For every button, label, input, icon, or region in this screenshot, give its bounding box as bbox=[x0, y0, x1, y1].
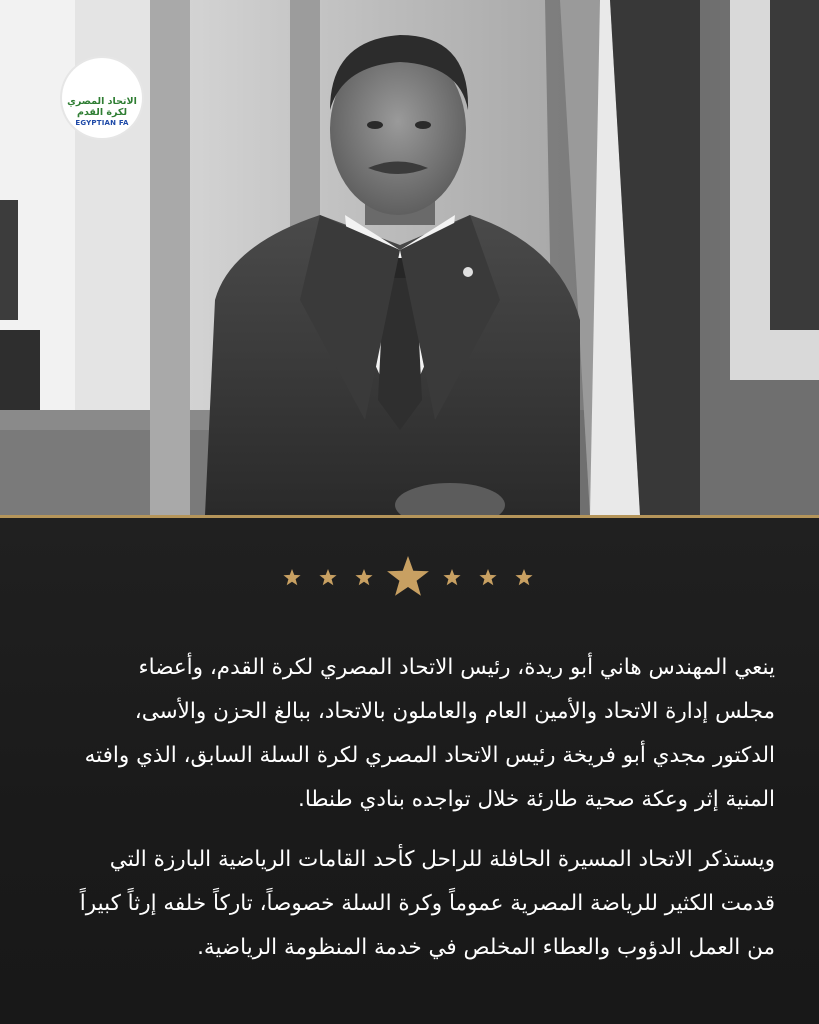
star-divider bbox=[0, 552, 819, 602]
statement-line: ينعي المهندس هاني أبو ريدة، رئيس الاتحاد المصري لكرة القدم، وأعضاء bbox=[138, 655, 775, 680]
statement-line: من العمل الدؤوب والعطاء المخلص في خدمة المنظومة الرياضية. bbox=[197, 935, 775, 960]
small-star-icon bbox=[283, 569, 300, 585]
statement-paragraph-2 bbox=[40, 838, 775, 970]
statement-line: المنية إثر وعكة صحية طارئة خلال تواجده بنادي طنطا. bbox=[298, 787, 775, 812]
logo-arabic-name: الاتحاد المصري لكرة القدم bbox=[67, 96, 137, 118]
small-star-icon bbox=[515, 569, 532, 585]
statement-line: الدكتور مجدي أبو فريخة رئيس الاتحاد المصري لكرة السلة السابق، الذي وافته bbox=[84, 743, 775, 768]
stars-row bbox=[280, 552, 540, 602]
statement-line: مجلس إدارة الاتحاد والأمين العام والعاملون بالاتحاد، ببالغ الحزن والأسى، bbox=[134, 699, 775, 724]
small-star-icon bbox=[479, 569, 496, 585]
egyptian-fa-logo bbox=[62, 58, 142, 138]
statement-line: قدمت الكثير للرياضة المصرية عموماً وكرة السلة خصوصاً، تاركاً خلفه إرثاً كبيراً bbox=[79, 891, 775, 916]
statement-paragraph-1 bbox=[40, 646, 775, 822]
statement-line: ويستذكر الاتحاد المسيرة الحافلة للراحل كأحد القامات الرياضية البارزة التي bbox=[109, 847, 775, 872]
small-star-icon bbox=[319, 569, 336, 585]
logo-english-name: EGYPTIAN FA bbox=[75, 119, 129, 127]
small-star-icon bbox=[443, 569, 460, 585]
small-star-icon bbox=[355, 569, 372, 585]
large-star-icon bbox=[387, 556, 429, 596]
